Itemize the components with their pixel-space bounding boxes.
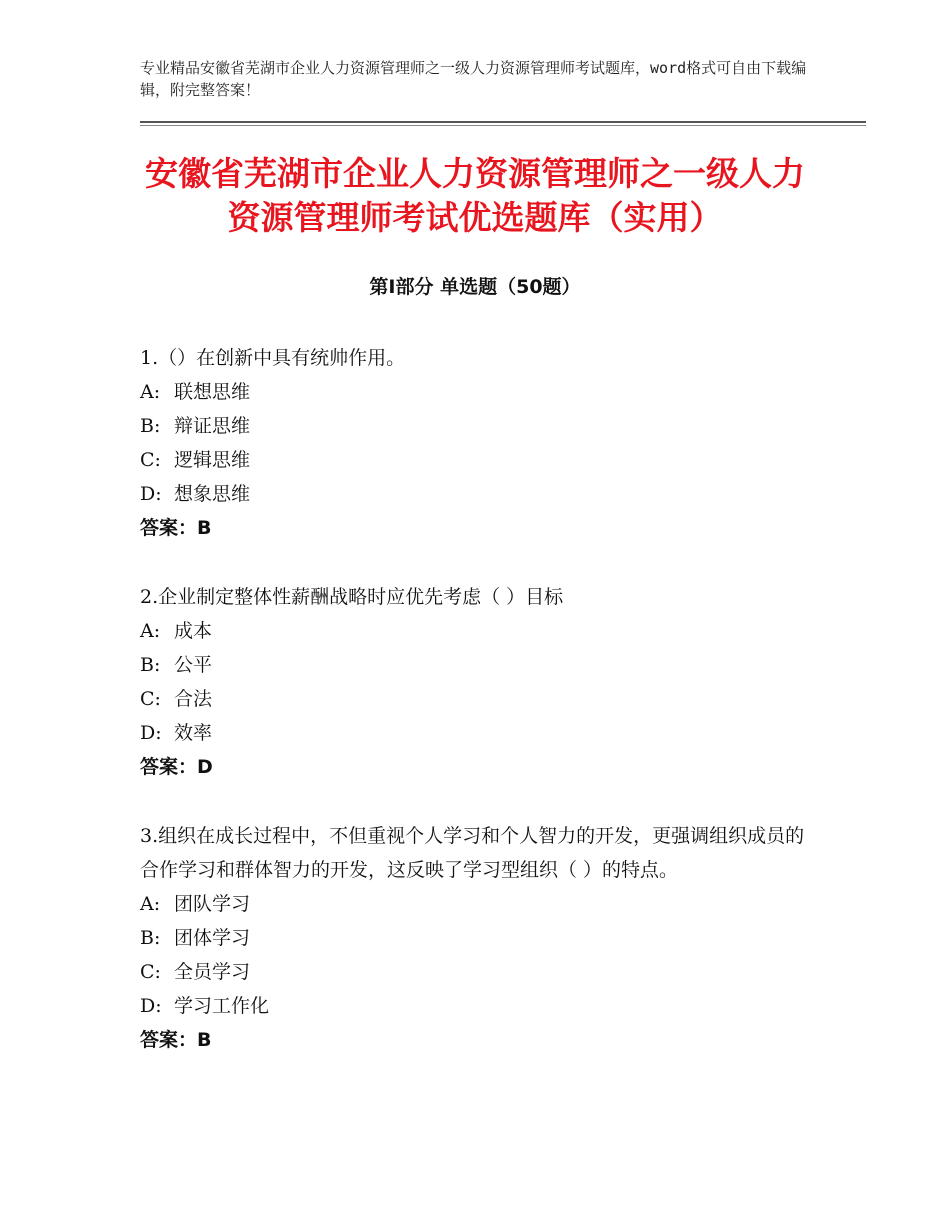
question-1 bbox=[140, 341, 820, 545]
question-3 bbox=[140, 819, 820, 1057]
option-text: 想象思维 bbox=[174, 483, 251, 505]
header-divider-thick bbox=[140, 121, 866, 123]
option-letter: A: bbox=[140, 381, 161, 403]
answer-line: 答案：B bbox=[140, 517, 212, 539]
header-note: 专业精品安徽省芜湖市企业人力资源管理师之一级人力资源管理师考试题库，word格式可自由下载编辑，附完整答案！ bbox=[140, 59, 807, 99]
option-d bbox=[140, 716, 820, 750]
option-letter: C: bbox=[140, 449, 161, 471]
option-text: 辩证思维 bbox=[174, 415, 251, 437]
document-title: 安徽省芜湖市企业人力资源管理师之一级人力资源管理师考试优选题库（实用） bbox=[145, 154, 805, 237]
option-letter: A: bbox=[140, 620, 161, 642]
question-stem: 2.企业制定整体性薪酬战略时应优先考虑（ ）目标 bbox=[140, 586, 564, 608]
option-d bbox=[140, 989, 820, 1023]
option-a bbox=[140, 375, 820, 409]
option-text: 团体学习 bbox=[174, 927, 251, 949]
option-letter: D: bbox=[140, 483, 162, 505]
question-stem: 1.（）在创新中具有统帅作用。 bbox=[140, 347, 406, 369]
option-c bbox=[140, 682, 820, 716]
option-letter: B: bbox=[140, 927, 161, 949]
question-2 bbox=[140, 580, 820, 784]
option-text: 成本 bbox=[174, 620, 213, 642]
option-text: 学习工作化 bbox=[174, 995, 270, 1017]
question-stem: 3.组织在成长过程中，不但重视个人学习和个人智力的开发，更强调组织成员的合作学习和群体智力的开发，这反映了学习型组织（ ）的特点。 bbox=[140, 825, 805, 881]
option-b bbox=[140, 409, 820, 443]
answer-line: 答案：B bbox=[140, 1029, 212, 1051]
option-b bbox=[140, 648, 820, 682]
option-text: 联想思维 bbox=[174, 381, 251, 403]
option-c bbox=[140, 955, 820, 989]
option-a bbox=[140, 614, 820, 648]
option-letter: C: bbox=[140, 961, 161, 983]
option-letter: B: bbox=[140, 415, 161, 437]
option-text: 全员学习 bbox=[174, 961, 251, 983]
option-text: 团队学习 bbox=[174, 893, 251, 915]
option-text: 逻辑思维 bbox=[174, 449, 251, 471]
header-divider-thin bbox=[140, 125, 866, 126]
option-letter: D: bbox=[140, 995, 162, 1017]
option-d bbox=[140, 477, 820, 511]
option-text: 公平 bbox=[174, 654, 213, 676]
option-letter: D: bbox=[140, 722, 162, 744]
section-heading: 第Ⅰ部分 单选题（50题） bbox=[369, 276, 581, 298]
option-a bbox=[140, 887, 820, 921]
option-text: 效率 bbox=[174, 722, 213, 744]
option-letter: A: bbox=[140, 893, 161, 915]
option-b bbox=[140, 921, 820, 955]
option-text: 合法 bbox=[174, 688, 213, 710]
answer-line: 答案：D bbox=[140, 756, 213, 778]
option-letter: C: bbox=[140, 688, 161, 710]
option-c bbox=[140, 443, 820, 477]
option-letter: B: bbox=[140, 654, 161, 676]
